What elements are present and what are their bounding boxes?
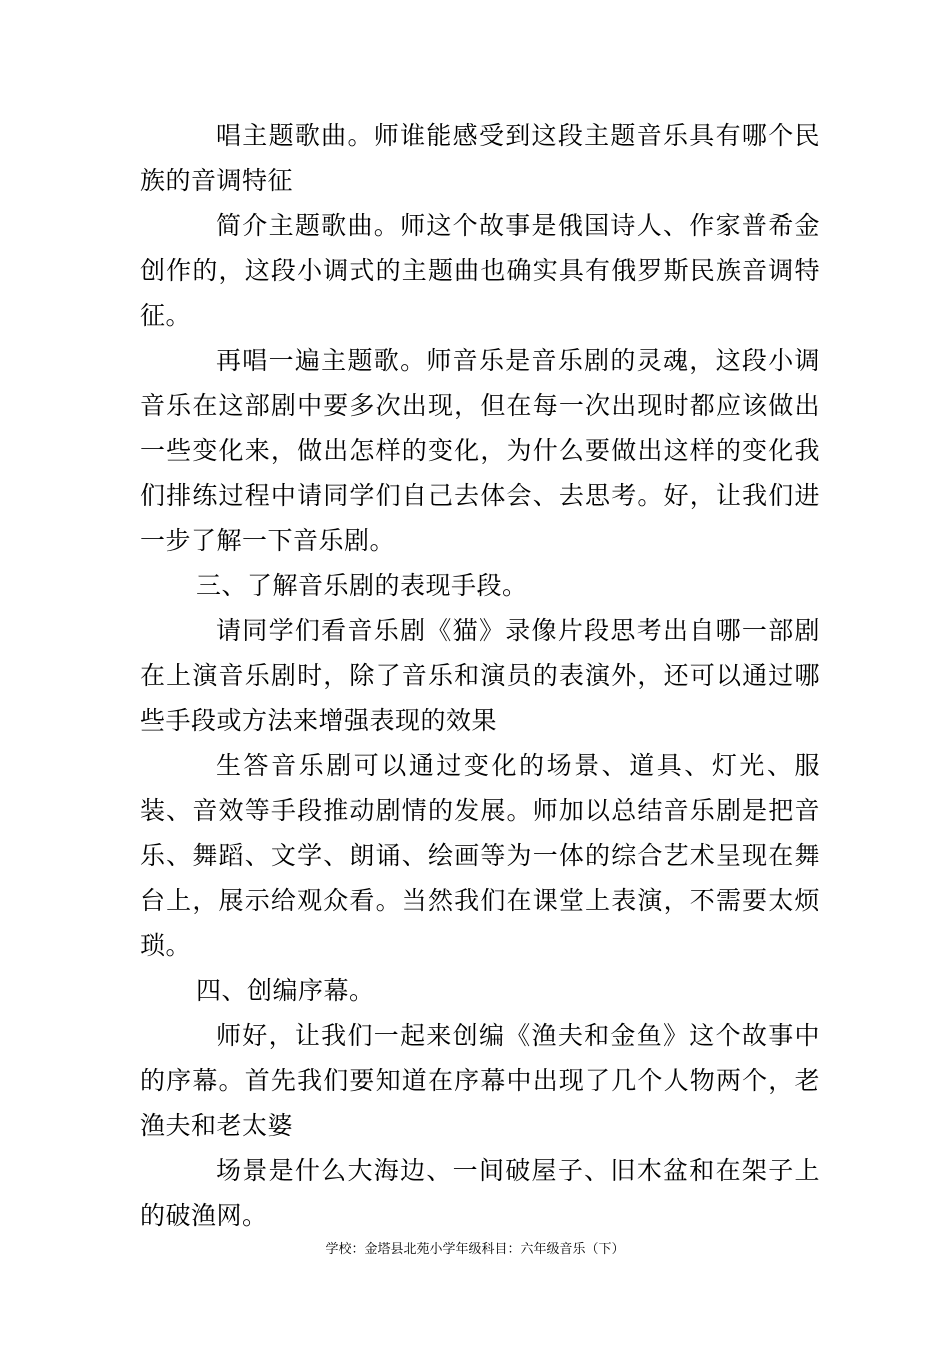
paragraph-scene: 场景是什么大海边、一间破屋子、旧木盆和在架子上的破渔网。 [140,1156,820,1230]
document-body [140,113,820,1238]
page-footer: 学校：金塔县北苑小学年级科目：六年级音乐（下） [325,1242,625,1257]
paragraph-student-answer: 生答音乐剧可以通过变化的场景、道具、灯光、服装、音效等手段推动剧情的发展。师加以总结音乐剧是把音乐、舞蹈、文学、朗诵、绘画等为一体的综合艺术呈现在舞台上，展示给观众看。当然我们在课堂上表演，不需要太烦琐。 [140,751,820,960]
paragraph-sing-again: 再唱一遍主题歌。师音乐是音乐剧的灵魂，这段小调音乐在这部剧中要多次出现，但在每一次出现时都应该做出一些变化来，做出怎样的变化，为什么要做出这样的变化我们排练过程中请同学们自己去体会、去思考。好，让我们进一步了解一下音乐剧。 [140,346,820,555]
paragraph-create-prologue: 师好，让我们一起来创编《渔夫和金鱼》这个故事中的序幕。首先我们要知道在序幕中出现了几个人物两个，老渔夫和老太婆 [140,1021,820,1140]
paragraph-watch-cats: 请同学们看音乐剧《猫》录像片段思考出自哪一部剧在上演音乐剧时，除了音乐和演员的表演外，还可以通过哪些手段或方法来增强表现的效果 [140,616,820,735]
section-heading-three: 三、了解音乐剧的表现手段。 [196,571,528,600]
section-heading-four: 四、创编序幕。 [196,976,375,1005]
paragraph-sing-theme-song: 唱主题歌曲。师谁能感受到这段主题音乐具有哪个民族的音调特征 [140,121,820,195]
paragraph-introduce-theme-song: 简介主题歌曲。师这个故事是俄国诗人、作家普希金创作的，这段小调式的主题曲也确实具有俄罗斯民族音调特征。 [140,211,820,330]
